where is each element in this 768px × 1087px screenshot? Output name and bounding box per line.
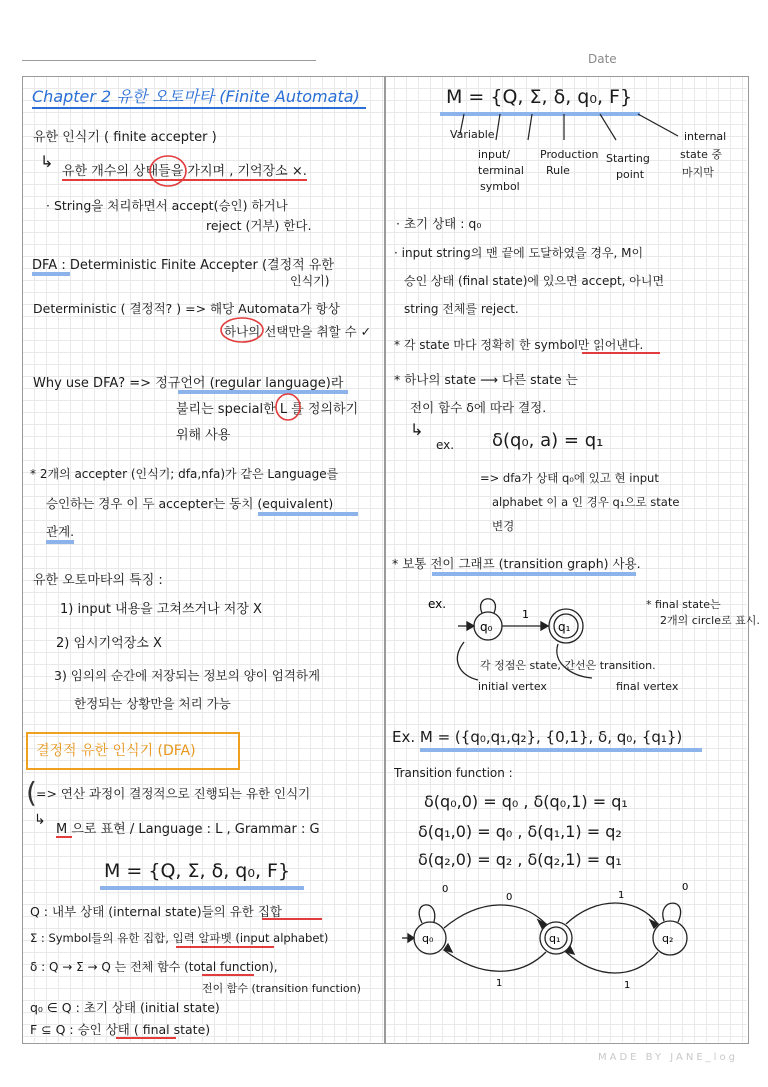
arrow-l-1: ↳	[40, 152, 54, 171]
graph-self-loop	[481, 599, 496, 613]
why-dfa-text-2: 불리는 special한 L 를 정의하기	[176, 402, 359, 417]
graph2-q2-label: q₂	[662, 932, 674, 945]
ex-explanation-3: 변경	[492, 519, 515, 533]
graph2-bottom-right-label: 1	[624, 980, 631, 991]
label-internal: internal	[684, 130, 727, 143]
final-note-2: 2개의 circle로 표시.	[660, 614, 760, 627]
graph2-edge-q1-q2-top	[566, 903, 658, 924]
label-rule: Rule	[546, 164, 570, 177]
circle-mark-one	[219, 316, 265, 344]
left-column-frame	[22, 76, 386, 1044]
transition-graph-example	[400, 878, 700, 996]
ex-label: ex.	[436, 438, 455, 452]
arrow-l-2: ↳	[34, 812, 46, 828]
feature-2: 2) 임시기억장소 X	[56, 636, 162, 651]
sigma-definition: Σ : Symbol들의 유한 집합, 입력 알파벳 (input alphabet)	[30, 931, 329, 945]
input-string-1: · input string의 맨 끝에 도달하였을 경우, M이	[394, 246, 644, 260]
tf-title: Transition function :	[394, 766, 513, 780]
tuple-left-underline	[100, 886, 304, 890]
arrow-l-3: ↳	[410, 420, 424, 439]
graph2-loop-q2	[663, 903, 681, 922]
feature-3b: 한정되는 상황만을 처리 가능	[74, 696, 231, 711]
ex-explanation-2: alphabet 이 a 인 경우 q₁으로 state	[492, 495, 680, 509]
label-last: 마지막	[682, 166, 714, 179]
string-process-2: reject (거부) 한다.	[206, 218, 312, 233]
alphabet-underline	[176, 946, 274, 948]
circle-mark-l	[274, 392, 302, 422]
graph-ex-label: ex.	[428, 597, 447, 611]
graph2-edge-q0-q1-top	[444, 905, 546, 928]
features-title: 유한 오토마타의 특징 :	[33, 573, 163, 588]
circle-mark-states	[148, 154, 188, 188]
one-state-text: * 하나의 state ⟶ 다른 state 는	[394, 372, 578, 387]
deterministic-text: Deterministic ( 결정적? ) => 해당 Automata가 항상	[33, 301, 340, 316]
dfa-representation: M 으로 표현 / Language : L , Grammar : G	[56, 822, 320, 837]
graph-title: * 보통 전이 그래프 (transition graph) 사용.	[392, 556, 641, 571]
label-terminal: terminal	[478, 164, 524, 177]
q-definition: Q : 내부 상태 (internal state)들의 유한 집합	[30, 904, 282, 919]
footer-watermark: MADE BY JANE_log	[598, 1052, 738, 1063]
graph2-q1-label: q₁	[549, 932, 561, 945]
graph2-edge-q1-q0-bottom	[444, 950, 546, 971]
example-underline	[420, 748, 702, 752]
graph2-top-left-label: 0	[506, 892, 513, 903]
input-string-3: string 전체를 reject.	[404, 302, 519, 316]
one-choice-text: 하나의 선택만을 취할 수 ✓	[224, 324, 372, 339]
label-input: input/	[478, 148, 511, 161]
graph2-loop0-label: 0	[442, 884, 449, 895]
equivalent-2: 승인하는 경우 이 두 accepter는 동치 (equivalent)	[46, 496, 334, 511]
ex-explanation-1: => dfa가 상태 q₀에 있고 현 input	[480, 471, 659, 485]
chapter-title: Chapter 2 유한 오토마타 (Finite Automata)	[32, 84, 366, 109]
q0-definition: q₀ ∈ Q : 초기 상태 (initial state)	[30, 1000, 220, 1015]
graph-q0-label: q₀	[480, 620, 493, 634]
input-string-2: 승인 상태 (final state)에 있으면 accept, 아니면	[404, 274, 665, 288]
graph2-bottom-left-label: 1	[496, 978, 503, 989]
relation-underline	[46, 540, 74, 544]
finite-accepter-heading: 유한 인식기 ( finite accepter )	[33, 130, 217, 145]
label-state-among: state 중	[680, 148, 722, 161]
label-starting: Starting	[606, 152, 650, 165]
tuple-left: M = {Q, Σ, δ, q₀, F}	[104, 860, 291, 882]
ex-formula: δ(q₀, a) = q₁	[492, 430, 604, 451]
tf-line-2: δ(q₁,0) = q₀ , δ(q₁,1) = q₂	[418, 822, 622, 841]
graph2-q0-label: q₀	[422, 932, 434, 945]
feature-3: 3) 임의의 순간에 저장되는 정보의 양이 엄격하게	[54, 668, 321, 683]
label-symbol: symbol	[480, 180, 520, 193]
feature-1: 1) input 내용을 고쳐쓰거나 저장 X	[60, 602, 262, 617]
graph2-top-right-label: 1	[618, 890, 625, 901]
initial-state-text: · 초기 상태 : q₀	[396, 216, 482, 231]
graph-note: 각 정점은 state, 간선은 transition.	[480, 659, 656, 672]
why-dfa-text-3: 위해 사용	[176, 428, 231, 443]
graph2-edge-q2-q1-bottom	[566, 952, 658, 973]
date-label: Date	[588, 52, 617, 66]
transition-function-text: 전이 함수 δ에 따라 결정.	[410, 400, 547, 415]
total-fn-underline	[202, 974, 254, 976]
final-underline	[116, 1037, 176, 1039]
dfa-definition-2: 인식기)	[290, 274, 330, 288]
dfa-box-title: 결정적 유한 인식기 (DFA)	[36, 743, 196, 759]
equivalent-underline	[258, 512, 358, 516]
bracket-mark: (	[26, 776, 37, 809]
each-state-text: * 각 state 마다 정확히 한 symbol만 읽어낸다.	[394, 338, 644, 352]
delta-definition-2: 전이 함수 (transition function)	[202, 982, 361, 995]
regular-lang-underline	[178, 390, 348, 394]
tf-line-3: δ(q₂,0) = q₂ , δ(q₂,1) = q₁	[418, 850, 622, 869]
string-process-1: · String을 처리하면서 accept(승인) 하거나	[46, 198, 288, 213]
dfa-description: => 연산 과정이 결정적으로 진행되는 유한 인식기	[36, 786, 311, 801]
initial-vertex-label: initial vertex	[478, 680, 547, 693]
graph-q1-label: q₁	[558, 620, 571, 634]
finite-states-text: 유한 개수의 상태들을 가지며 , 기억장소 ×.	[62, 160, 307, 181]
f-definition: F ⊆ Q : 승인 상태 ( final state)	[30, 1022, 211, 1037]
label-variable: Variable	[450, 128, 495, 141]
equivalent-1: * 2개의 accepter (인식기; dfa,nfa)가 같은 Language를	[30, 467, 339, 481]
graph2-loop2-label: 0	[682, 882, 689, 893]
m-underline	[56, 836, 72, 838]
final-vertex-label: final vertex	[616, 680, 679, 693]
example-definition: Ex. M = ({q₀,q₁,q₂}, {0,1}, δ, q₀, {q₁})	[392, 728, 683, 746]
final-note-1: * final state는	[646, 598, 721, 611]
label-production: Production	[540, 148, 599, 161]
graph-title-underline	[432, 572, 636, 576]
graph-edge-label: 1	[522, 608, 529, 621]
dfa-definition: DFA : Deterministic Finite Accepter (결정적 유한	[32, 258, 334, 273]
one-symbol-underline	[582, 352, 660, 354]
delta-definition: δ : Q → Σ → Q 는 전체 함수 (total function),	[30, 960, 278, 974]
label-point: point	[616, 168, 645, 181]
dfa-underline	[32, 272, 70, 276]
tuple-right: M = {Q, Σ, δ, q₀, F}	[446, 86, 633, 108]
why-dfa-text: Why use DFA? => 정규언어 (regular language)라	[33, 376, 344, 391]
tf-line-1: δ(q₀,0) = q₀ , δ(q₀,1) = q₁	[424, 792, 628, 811]
finite-set-underline	[262, 918, 322, 920]
graph2-loop-q0	[419, 905, 435, 923]
equivalent-3: 관계.	[46, 524, 75, 539]
date-underline	[22, 60, 316, 61]
